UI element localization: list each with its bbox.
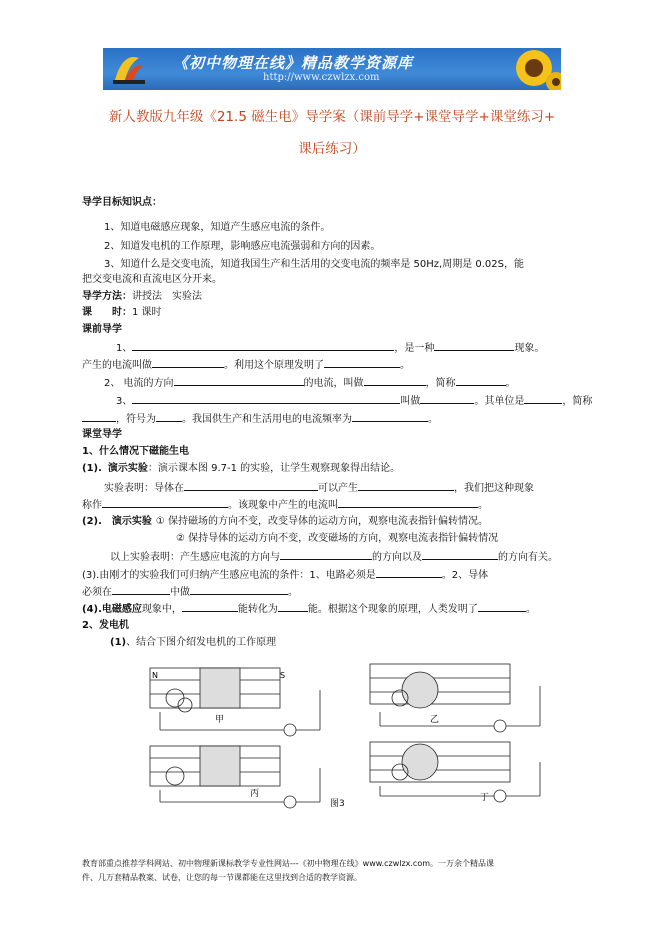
document-title-line-2: 课后练习） [298,141,366,157]
s1-4-b: 能转化为 [237,604,278,615]
document-title-line-1: 新人教版九年级《21.5 磁生电》导学案（课前导学+课堂导学+课堂练习+ [108,109,556,125]
pre-q3-end: ，简称 [562,396,593,407]
s1-3b-line [82,584,298,599]
s1-1c-end: 。 [478,500,488,511]
class-study-heading: 课堂导学 [82,429,122,440]
answer-blank[interactable] [358,480,454,491]
pre-q2-end: 。 [505,378,516,389]
pre-q3-mid1: 叫做 [400,396,421,407]
period-value: 1 课时 [132,307,162,318]
answer-blank[interactable] [152,357,224,368]
method-label: 导学方法： [82,291,132,302]
s2-1-line [110,636,276,649]
answer-blank[interactable] [338,497,478,508]
s1-4-line [82,601,536,616]
s1-1-line [82,462,400,475]
s1-2-b-line: ② 保持导体的运动方向不变，改变磁场的方向，观察电流表指针偏转情况 [176,533,499,544]
objective-item-3a: 3、知道什么是交变电流，知道我国生产和生活用的交变电流的频率是 50Hz,周期是 0.02S，能 [104,259,525,270]
s1-2-label: 演示实验 [111,516,152,527]
pre-q2-text: 2、 电流的方向 [104,378,174,389]
generator-figure [130,650,550,810]
s1-2c-text: 以上实验表明：产生感应电流的方向与 [110,552,280,563]
s1-2-num: (2). [82,516,102,527]
answer-blank[interactable] [280,549,372,560]
page-footer [82,857,592,885]
pre-q1-line-b [82,357,410,372]
answer-blank[interactable] [82,411,116,422]
s1-1c-line [82,497,488,512]
answer-blank[interactable] [102,497,228,508]
generator-diagram-ding [370,742,540,802]
answer-blank[interactable] [182,601,238,612]
s1-3-mid: 。2、导体 [441,570,489,581]
answer-blank[interactable] [364,375,426,386]
s1-1b-end: ，我们把这种现象 [454,483,534,494]
s1-3-line [82,567,488,582]
answer-blank[interactable] [132,393,400,404]
answer-blank[interactable] [352,411,428,422]
period-row [82,306,162,319]
s1-4-d: 。 [525,604,536,615]
s1-1b-mid: 可以产生 [318,483,358,494]
s2-1-num: (1) [110,637,127,648]
answer-blank[interactable] [524,393,562,404]
pre-q2-mid2: ，简称 [425,378,456,389]
generator-diagram-jia [150,668,320,736]
figure-label-yi: 乙 [430,715,440,725]
pre-q1-end: 现象。 [514,343,545,354]
pre-q3-line-b [82,411,438,426]
method-row [82,290,202,303]
answer-blank[interactable] [324,357,400,368]
objective-item-2: 2、知道发电机的工作原理，影响感应电流强弱和方向的因素。 [104,241,381,252]
footer-line-2: 件、几万套精品教案、试卷，让您的每一节课都能在这里找到合适的教学资源。 [82,873,362,882]
pre-q1-text: ，是一种 [394,343,435,354]
s1-1-num: (1). [82,463,102,474]
figure-label-ding: 丁 [480,793,490,803]
pre-q1-line-a [116,340,544,355]
answer-blank[interactable] [156,411,182,422]
pre-study-heading: 课前导学 [82,324,122,335]
answer-blank[interactable] [456,375,506,386]
answer-blank[interactable] [478,601,526,612]
pre-q1b-end: 。 [400,360,410,371]
pre-q3-line-a [116,393,592,408]
s1-2-c-line [110,549,558,564]
pre-q1-num: 1、 [116,343,133,354]
s1-3b-end: 。 [288,587,298,598]
objectives-heading: 导学目标知识点： [82,197,162,208]
s1-1b-text: 实验表明：导体在 [104,483,184,494]
banner-title: 《初中物理在线》精品教学资源库 [173,54,414,72]
generator-diagram-yi [370,664,540,732]
pole-n-label: N [152,671,158,680]
pre-q3b-mid2: 。我国供生产和生活用电的电流频率为 [182,414,352,425]
pre-q3-mid2: 。其单位是 [474,396,525,407]
answer-blank[interactable] [174,375,304,386]
pre-q2-mid1: 的电流，叫做 [303,378,364,389]
site-logo-icon [109,50,149,88]
pre-q3b-mid1: ，符号为 [116,414,156,425]
s1-4-c: 能。根据这个现象的原理，人类发明了 [307,604,478,615]
figure-caption: 图3 [330,799,345,809]
s1-2c-mid: 的方向以及 [372,552,422,563]
s1-4-label: 电磁感应 [101,604,142,615]
section-1-heading: 1、什么情况下磁能生电 [82,446,189,457]
s1-2-line [82,515,488,528]
objective-item-3b: 把交变电流和直流电区分开来。 [82,274,222,285]
pre-q2-line [104,375,516,390]
answer-blank[interactable] [376,567,442,578]
s1-1-text: ：演示课本图 9.7-1 的实验，让学生观察现象得出结论。 [147,463,401,474]
sunflower-icon [498,48,561,90]
s1-2-a: ① 保持磁场的方向不变，改变导体的运动方向，观察电流表指针偏转情况。 [155,516,489,527]
answer-blank[interactable] [278,601,308,612]
s1-1c-mid: 。该现象中产生的电流叫 [228,500,338,511]
figure-label-bing: 丙 [250,789,260,799]
banner-url[interactable]: http://www.czwlzx.com [263,72,380,83]
s1-1-label: 演示实验 [107,463,148,474]
s1-1c-text: 称作 [82,500,102,511]
header-banner [103,48,561,90]
s1-3-text: (3).由刚才的实验我们可归纳产生感应电流的条件：1、电路必须是 [82,570,376,581]
pole-s-label: S [280,671,286,680]
figure-label-jia: 甲 [215,715,225,725]
generator-diagram-bing [150,746,320,808]
answer-blank[interactable] [422,549,498,560]
period-label: 课 时： [82,307,132,318]
method-value: 讲授法 实验法 [132,291,202,302]
s1-2c-end: 的方向有关。 [498,552,558,563]
s1-1b-line [104,480,534,495]
s2-1-text: 、结合下图介绍发电机的工作原理 [126,637,277,648]
pre-q3b-end: 。 [428,414,438,425]
answer-blank[interactable] [434,340,514,351]
s1-3b-mid: 中做 [170,587,190,598]
answer-blank[interactable] [190,584,288,595]
answer-blank[interactable] [132,340,394,351]
answer-blank[interactable] [420,393,474,404]
footer-line-1: 教育部重点推荐学科网站、初中物理新课标教学专业性网站---《初中物理在线》www.czwlzx.com。一万余个精品课 [82,859,495,868]
s1-4-num: (4). [82,604,102,615]
pre-q1b-text: 产生的电流叫做 [82,360,152,371]
s1-4-a: 现象中， [141,604,182,615]
answer-blank[interactable] [112,584,170,595]
answer-blank[interactable] [184,480,318,491]
section-2-heading: 2、发电机 [82,620,129,631]
objective-item-1: 1、知道电磁感应现象，知道产生感应电流的条件。 [104,222,331,233]
pre-q3-num: 3、 [116,396,133,407]
pre-q1b-mid: 。利用这个原理发明了 [224,360,324,371]
s1-3b-text: 必须在 [82,587,112,598]
